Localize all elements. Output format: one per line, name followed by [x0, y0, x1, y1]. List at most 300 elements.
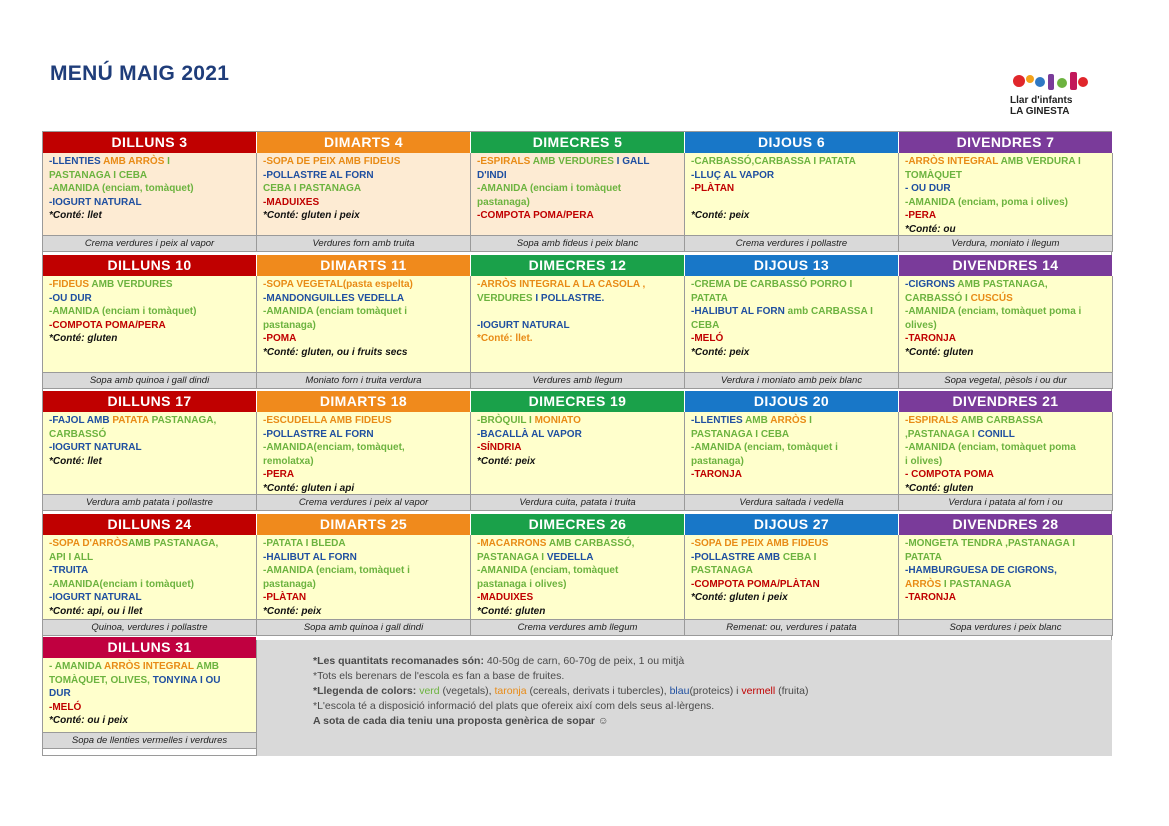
menu-text: -CREMA DE CARBASSÓ PORRO I [691, 279, 853, 290]
menu-text: *Conté: gluten i peix [691, 592, 788, 604]
menu-line [49, 701, 252, 715]
day-menu [899, 276, 1113, 372]
menu-line [905, 305, 1108, 319]
day-cell [899, 391, 1113, 511]
supper-suggestion: Crema verdures i pollastre [685, 235, 899, 252]
menu-text: VERDURES [477, 292, 536, 304]
menu-text: -POMA [263, 333, 297, 345]
menu-text: amb CARBASSA I [787, 306, 873, 318]
day-header: DILLUNS 17 [43, 391, 257, 412]
supper-suggestion: Verdures amb llegum [471, 372, 685, 389]
menu-text: AMB PASTANAGA, [128, 538, 219, 549]
menu-text: -PERA [905, 210, 937, 222]
menu-text: -AMANIDA (enciam, tomàquet i [691, 442, 838, 454]
day-cell [43, 514, 257, 636]
day-cell [471, 132, 685, 252]
menu-text: AMB PASTANAGA, [957, 279, 1048, 290]
day-cell [43, 255, 257, 389]
menu-line [905, 468, 1108, 482]
supper-suggestion: Verdura, moniato i llegum [899, 235, 1113, 252]
menu-text: *Conté: peix [477, 455, 536, 467]
menu-line [263, 441, 466, 455]
supper-suggestion: Crema verdures i peix al vapor [43, 235, 257, 252]
menu-line [905, 441, 1108, 455]
menu-line [49, 292, 252, 306]
menu-text: -PERA [263, 469, 295, 481]
menu-line [263, 578, 466, 592]
menu-line [49, 578, 252, 592]
day-menu [257, 153, 471, 235]
menu-text: -MANDONGUILLES VEDELLA [263, 292, 405, 304]
day-header: DILLUNS 24 [43, 514, 257, 535]
menu-text: -BRÒQUIL I [477, 415, 535, 426]
day-menu [43, 658, 257, 732]
menu-text: -AMANIDA (enciam, tomàquet poma i [905, 306, 1082, 318]
legend-red: vermell [741, 685, 776, 697]
menu-text: TOMÀQUET [905, 169, 963, 181]
legend-orange: taronja [494, 685, 527, 697]
menu-line [477, 332, 680, 346]
day-menu [257, 535, 471, 619]
menu-line [477, 169, 680, 183]
menu-text: CEBA I [782, 551, 817, 563]
note-allergens: *L'escola té a disposició informació del plats que ofereix així com dels seus al·lèrgens. [313, 700, 715, 712]
day-menu [43, 412, 257, 494]
supper-suggestion: Verdura i patata al forn i ou [899, 494, 1113, 511]
day-cell [257, 514, 471, 636]
menu-line [691, 346, 894, 360]
menu-text: TONYINA I OU [152, 674, 221, 686]
school-logo [1010, 70, 1110, 122]
menu-line [49, 591, 252, 605]
menu-text: PATATA [691, 292, 728, 304]
menu-line [905, 278, 1108, 292]
menu-line [691, 182, 894, 196]
supper-suggestion: Quinoa, verdures i pollastre [43, 619, 257, 636]
legend-red-desc: (fruita) [775, 685, 809, 697]
menu-line [49, 441, 252, 455]
day-cell [685, 255, 899, 389]
menu-text: *Conté: peix [263, 605, 322, 617]
menu-line [905, 155, 1108, 169]
menu-line [49, 660, 252, 674]
menu-text: PATATA [112, 415, 152, 426]
menu-text: *Conté: gluten [905, 346, 974, 358]
menu-text: -TARONJA [905, 333, 956, 345]
menu-line [691, 591, 894, 605]
menu-text: -PATATA I BLEDA [263, 538, 346, 549]
menu-text: I [167, 156, 170, 167]
legend-blue: blau [669, 685, 690, 697]
menu-text: AMB CARBASSÓ, [548, 538, 635, 549]
menu-line [263, 468, 466, 482]
day-menu [257, 276, 471, 372]
menu-line [691, 455, 894, 469]
menu-text: *Conté: llet. [477, 333, 533, 345]
menu-line [691, 414, 894, 428]
menu-text: *Conté: llet [49, 210, 102, 222]
menu-text: -AMANIDA (enciam i tomàquet) [49, 306, 197, 318]
menu-text: *Conté: gluten i peix [263, 210, 360, 222]
menu-text: -ESPIRALS [477, 156, 533, 167]
menu-line [263, 428, 466, 442]
menu-line [477, 209, 680, 223]
menu-text: PASTANAGA I CEBA [691, 428, 790, 440]
menu-text: -AMANIDA(enciam i tomàquet) [49, 578, 195, 590]
menu-text: I GALL [616, 156, 650, 167]
menu-text: -MONGETA TENDRA ,PASTANAGA I [905, 538, 1075, 549]
supper-suggestion: Crema verdures i peix al vapor [257, 494, 471, 511]
menu-text: -HALIBUT AL FORN [691, 306, 788, 318]
day-cell [471, 391, 685, 511]
menu-text: -HALIBUT AL FORN [263, 551, 357, 563]
menu-line [263, 591, 466, 605]
menu-text: I PASTANAGA [943, 578, 1012, 590]
menu-line [49, 605, 252, 619]
menu-line [477, 428, 680, 442]
menu-text: - AMANIDA [49, 661, 104, 672]
menu-line [49, 182, 252, 196]
menu-line [691, 468, 894, 482]
supper-suggestion: Sopa verdures i peix blanc [899, 619, 1113, 636]
notes-panel [256, 640, 1112, 756]
menu-line [905, 455, 1108, 469]
menu-text: DUR [49, 688, 71, 700]
day-menu [899, 412, 1113, 494]
menu-text: -CARBASSÓ,CARBASSA I PATATA [691, 156, 856, 167]
note-quantities-label: *Les quantitats recomanades són: [313, 655, 484, 667]
menu-line [477, 605, 680, 619]
menu-text: CARBASSÓ I [905, 292, 971, 304]
menu-text: -IOGURT NATURAL [49, 442, 142, 454]
menu-line [49, 687, 252, 701]
menu-text: -FIDEUS [49, 279, 92, 290]
menu-text: *Conté: gluten i api [263, 482, 355, 494]
supper-suggestion: Sopa amb fideus i peix blanc [471, 235, 685, 252]
menu-line [477, 564, 680, 578]
menu-line [49, 209, 252, 223]
menu-text: CEBA I PASTANAGA [263, 183, 362, 195]
menu-line [691, 209, 894, 223]
menu-text: -FAJOL AMB [49, 415, 113, 426]
menu-text: -ESPIRALS [905, 415, 961, 426]
menu-line [691, 578, 894, 592]
menu-text: -IOGURT NATURAL [477, 319, 570, 331]
supper-suggestion: Verdura i moniato amb peix blanc [685, 372, 899, 389]
day-menu [471, 153, 685, 235]
menu-text: -AMANIDA(enciam, tomàquet, [263, 442, 405, 454]
menu-text: -MADUIXES [477, 592, 534, 604]
day-header: DIMARTS 18 [257, 391, 471, 412]
menu-line [263, 551, 466, 565]
menu-text: -POLLASTRE AL FORN [263, 169, 374, 181]
menu-line [477, 182, 680, 196]
menu-line [477, 537, 680, 551]
menu-text: AMB [196, 661, 220, 672]
menu-line [49, 414, 252, 428]
day-header: DILLUNS 3 [43, 132, 257, 153]
menu-line [477, 292, 680, 306]
day-cell [685, 132, 899, 252]
menu-line [263, 564, 466, 578]
menu-text: -SÍNDRIA [477, 442, 522, 454]
menu-text: -AMANIDA (enciam, tomàquet [477, 565, 619, 577]
day-menu [43, 276, 257, 372]
menu-line [49, 537, 252, 551]
menu-text: AMB VERDURES [91, 279, 173, 290]
day-header: DILLUNS 31 [43, 637, 257, 658]
day-header: DIMECRES 19 [471, 391, 685, 412]
day-cell [43, 391, 257, 511]
menu-text: -MELÓ [49, 701, 82, 713]
menu-line [905, 346, 1108, 360]
menu-text: *Conté: api, ou i llet [49, 605, 143, 617]
menu-line [263, 332, 466, 346]
menu-line [49, 551, 252, 565]
menu-line [263, 455, 466, 469]
menu-line [49, 455, 252, 469]
menu-text: pastanaga) [691, 455, 744, 467]
menu-line [263, 209, 466, 223]
menu-text: PATATA [905, 551, 942, 563]
menu-text: - OU DUR [905, 183, 951, 195]
day-header: DIMECRES 5 [471, 132, 685, 153]
menu-line [263, 414, 466, 428]
menu-text: -POLLASTRE AMB [691, 551, 783, 563]
menu-line [691, 196, 894, 210]
menu-text: TOMÀQUET, OLIVES, [49, 674, 153, 686]
day-cell [685, 514, 899, 636]
supper-suggestion: Moniato forn i truita verdura [257, 372, 471, 389]
menu-line [905, 332, 1108, 346]
menu-text: -TRUITA [49, 565, 89, 577]
menu-line [691, 305, 894, 319]
menu-text: I [809, 415, 812, 426]
day-cell [471, 514, 685, 636]
menu-text: - COMPOTA POMA [905, 469, 994, 481]
menu-line [49, 428, 252, 442]
menu-line [49, 305, 252, 319]
supper-suggestion: Verdura amb patata i pollastre [43, 494, 257, 511]
menu-line [263, 182, 466, 196]
day-header: DIVENDRES 28 [899, 514, 1113, 535]
day-menu [685, 535, 899, 619]
menu-text: -PLÀTAN [263, 592, 307, 604]
day-menu [257, 412, 471, 494]
menu-line [905, 414, 1108, 428]
menu-text: -ARRÒS INTEGRAL [905, 156, 1001, 167]
menu-line [263, 169, 466, 183]
day-header: DIJOUS 27 [685, 514, 899, 535]
supper-suggestion: Sopa vegetal, pèsols i ou dur [899, 372, 1113, 389]
menu-line [263, 292, 466, 306]
menu-text: -HAMBURGUESA DE CIGRONS, [905, 565, 1057, 577]
menu-text: *Conté: gluten, ou i fruits secs [263, 346, 408, 358]
menu-text: -ARRÒS INTEGRAL A LA CASOLA , [477, 279, 646, 290]
day-cell [43, 637, 257, 749]
logo-line-1: Llar d'infants [1010, 95, 1073, 106]
menu-text: ,PASTANAGA I [905, 428, 978, 440]
day-header: DIVENDRES 14 [899, 255, 1113, 276]
menu-text: -OU DUR [49, 292, 92, 304]
menu-line [905, 196, 1108, 210]
day-header: DIMARTS 4 [257, 132, 471, 153]
menu-line [905, 591, 1108, 605]
menu-line [49, 155, 252, 169]
menu-text: -COMPOTA POMA/PERA [477, 210, 594, 222]
day-header: DIVENDRES 7 [899, 132, 1113, 153]
supper-suggestion: Remenat: ou, verdures i patata [685, 619, 899, 636]
menu-line [691, 292, 894, 306]
legend-green: verd [419, 685, 440, 697]
menu-text: AMB VERDURA I [1000, 156, 1081, 167]
page-title: MENÚ MAIG 2021 [50, 62, 230, 85]
day-cell [471, 255, 685, 389]
menu-line [905, 428, 1108, 442]
menu-line [477, 441, 680, 455]
menu-text: -AMANIDA (enciam, tomàquet poma [905, 442, 1076, 454]
menu-text: -ESCUDELLA AMB FIDEUS [263, 415, 392, 426]
menu-line [49, 169, 252, 183]
day-header: DILLUNS 10 [43, 255, 257, 276]
day-menu [471, 535, 685, 619]
menu-line [263, 155, 466, 169]
menu-text: -SOPA D'ARRÒS [49, 538, 129, 549]
menu-text: pastanaga) [477, 196, 530, 208]
menu-line [905, 292, 1108, 306]
menu-text: *Conté: gluten [49, 333, 118, 345]
menu-text: -PLÀTAN [691, 183, 735, 195]
menu-line [691, 441, 894, 455]
menu-line [263, 305, 466, 319]
supper-suggestion: Sopa amb quinoa i gall dindi [257, 619, 471, 636]
supper-suggestion: Verdura cuita, patata i truita [471, 494, 685, 511]
menu-text: -COMPOTA POMA/PERA [49, 319, 166, 331]
day-cell [257, 132, 471, 252]
menu-text: -AMANIDA (enciam i tomàquet [477, 183, 622, 195]
menu-line [905, 209, 1108, 223]
menu-text: -CIGRONS [905, 279, 958, 290]
menu-text: -BACALLÀ AL VAPOR [477, 428, 582, 440]
menu-text: VEDELLA [546, 551, 594, 563]
menu-line [905, 182, 1108, 196]
supper-suggestion: Crema verdures amb llegum [471, 619, 685, 636]
menu-line [477, 591, 680, 605]
day-cell [685, 391, 899, 511]
menu-text: CONILL [977, 428, 1015, 440]
menu-line [477, 551, 680, 565]
menu-text: pastanaga) [263, 319, 316, 331]
menu-text: I POLLASTRE. [535, 292, 605, 304]
menu-text: CEBA [691, 319, 720, 331]
menu-line [263, 537, 466, 551]
menu-text: olives) [905, 319, 937, 331]
menu-text: -TARONJA [691, 469, 742, 481]
menu-line [905, 578, 1108, 592]
menu-line [691, 564, 894, 578]
menu-text: D'INDI [477, 169, 507, 181]
day-header: DIJOUS 20 [685, 391, 899, 412]
menu-text: -LLENTIES [49, 156, 104, 167]
menu-line [477, 305, 680, 319]
day-menu [685, 276, 899, 372]
menu-text: API I ALL [49, 551, 94, 563]
supper-suggestion: Sopa amb quinoa i gall dindi [43, 372, 257, 389]
menu-line [905, 564, 1108, 578]
menu-line [477, 578, 680, 592]
note-supper: A sota de cada dia teniu una proposta genèrica de sopar ☺ [313, 715, 609, 727]
day-header: DIJOUS 6 [685, 132, 899, 153]
menu-line [691, 169, 894, 183]
menu-text: -SOPA VEGETAL(pasta espelta) [263, 279, 413, 290]
menu-text: -SOPA DE PEIX AMB FIDEUS [691, 538, 829, 549]
menu-line [477, 455, 680, 469]
menu-line [263, 605, 466, 619]
menu-line [49, 564, 252, 578]
day-menu [43, 153, 257, 235]
day-cell [257, 255, 471, 389]
menu-line [691, 537, 894, 551]
logo-line-2: LA GINESTA [1010, 106, 1070, 117]
menu-text: -AMANIDA (enciam, tomàquet) [49, 183, 194, 195]
day-cell [257, 391, 471, 511]
menu-text: AMB [745, 415, 771, 426]
menu-text: *Conté: gluten [477, 605, 546, 617]
menu-line [49, 674, 252, 688]
menu-line [49, 278, 252, 292]
day-cell [899, 132, 1113, 252]
note-quantities [313, 654, 1112, 669]
menu-text: -MADUIXES [263, 196, 320, 208]
menu-line [477, 196, 680, 210]
day-menu [685, 412, 899, 494]
menu-text: -AMANIDA (enciam tomàquet i [263, 306, 408, 318]
menu-line [263, 278, 466, 292]
menu-line [477, 155, 680, 169]
menu-text: ARRÒS [770, 415, 810, 426]
menu-text: -LLENTIES [691, 415, 746, 426]
menu-text: pastanaga i olives) [477, 578, 567, 590]
note-snacks: *Tots els berenars de l'escola es fan a base de fruites. [313, 670, 565, 682]
day-cell [899, 514, 1113, 636]
menu-line [49, 196, 252, 210]
menu-line [49, 319, 252, 333]
menu-text: AMB ARRÒS [103, 156, 168, 167]
day-header: DIVENDRES 21 [899, 391, 1113, 412]
supper-suggestion: Sopa de llenties vermelles i verdures [43, 732, 257, 749]
menu-text: -AMANIDA (enciam, tomàquet i [263, 565, 410, 577]
menu-text: PASTANAGA [691, 565, 753, 577]
menu-line [263, 346, 466, 360]
day-header: DIMECRES 12 [471, 255, 685, 276]
legend-green-desc: (vegetals), [439, 685, 495, 697]
menu-text: ARRÒS INTEGRAL [104, 661, 197, 672]
menu-text: -SOPA DE PEIX AMB FIDEUS [263, 156, 401, 167]
day-header: DIJOUS 13 [685, 255, 899, 276]
day-cell [899, 255, 1113, 389]
day-header: DIMARTS 11 [257, 255, 471, 276]
menu-line [691, 319, 894, 333]
menu-line [691, 155, 894, 169]
day-menu [471, 412, 685, 494]
day-cell [43, 132, 257, 252]
menu-text: AMB VERDURES [532, 156, 617, 167]
menu-text: *Conté: ou i peix [49, 715, 128, 727]
menu-line [691, 332, 894, 346]
menu-line [905, 319, 1108, 333]
note-legend [313, 684, 1112, 699]
menu-line [477, 278, 680, 292]
